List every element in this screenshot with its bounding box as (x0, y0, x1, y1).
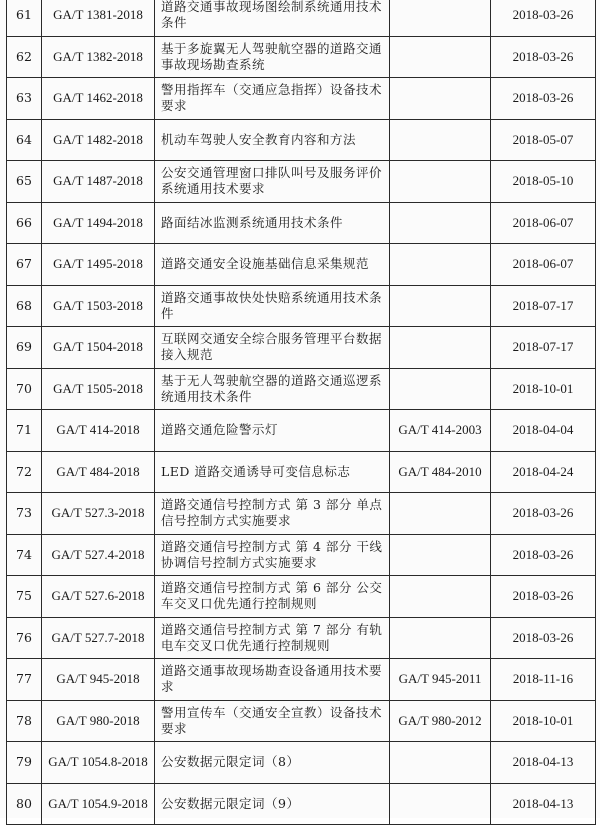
replaced-standard (390, 78, 491, 120)
table-row (7, 700, 596, 742)
standard-title: LED 道路交通诱导可变信息标志 (155, 451, 390, 493)
table-row (7, 0, 596, 36)
row-number: 65 (7, 161, 42, 203)
replaced-standard (390, 119, 491, 161)
implementation-date: 2018-04-13 (491, 742, 596, 784)
standard-title: 道路交通事故快处快赔系统通用技术条件 (155, 285, 390, 327)
table-row (7, 576, 596, 618)
standard-code: GA/T 484-2018 (42, 451, 155, 493)
standard-code: GA/T 1382-2018 (42, 36, 155, 78)
implementation-date: 2018-05-10 (491, 161, 596, 203)
standard-code: GA/T 1487-2018 (42, 161, 155, 203)
implementation-date: 2018-03-26 (491, 576, 596, 618)
replaced-standard: GA/T 980-2012 (390, 700, 491, 742)
replaced-standard (390, 244, 491, 286)
standard-title: 路面结冰监测系统通用技术条件 (155, 202, 390, 244)
standard-title: 警用指挥车（交通应急指挥）设备技术要求 (155, 78, 390, 120)
row-number: 68 (7, 285, 42, 327)
implementation-date: 2018-04-04 (491, 410, 596, 452)
standard-title: 互联网交通安全综合服务管理平台数据接入规范 (155, 327, 390, 369)
replaced-standard (390, 742, 491, 784)
replaced-standard (390, 327, 491, 369)
row-number: 72 (7, 451, 42, 493)
standard-code: GA/T 527.6-2018 (42, 576, 155, 618)
implementation-date: 2018-06-07 (491, 202, 596, 244)
standard-title: 公安交通管理窗口排队叫号及服务评价系统通用技术要求 (155, 161, 390, 203)
replaced-standard (390, 36, 491, 78)
replaced-standard (390, 783, 491, 825)
standard-title: 警用宣传车（交通安全宣教）设备技术要求 (155, 700, 390, 742)
standard-title: 道路交通信号控制方式 第 4 部分 干线协调信号控制方式实施要求 (155, 534, 390, 576)
replaced-standard: GA/T 414-2003 (390, 410, 491, 452)
replaced-standard (390, 0, 491, 36)
row-number: 70 (7, 368, 42, 410)
table-row (7, 36, 596, 78)
replaced-standard (390, 368, 491, 410)
replaced-standard: GA/T 484-2010 (390, 451, 491, 493)
standard-code: GA/T 1505-2018 (42, 368, 155, 410)
row-number: 64 (7, 119, 42, 161)
table-row (7, 78, 596, 120)
standard-code: GA/T 1494-2018 (42, 202, 155, 244)
standard-title: 基于无人驾驶航空器的道路交通巡逻系统通用技术条件 (155, 368, 390, 410)
replaced-standard: GA/T 945-2011 (390, 659, 491, 701)
table-row (7, 493, 596, 535)
standard-code: GA/T 945-2018 (42, 659, 155, 701)
standard-code: GA/T 1495-2018 (42, 244, 155, 286)
implementation-date: 2018-03-26 (491, 493, 596, 535)
standard-title: 道路交通信号控制方式 第 7 部分 有轨电车交叉口优先通行控制规则 (155, 617, 390, 659)
implementation-date: 2018-04-13 (491, 783, 596, 825)
table-row (7, 327, 596, 369)
row-number: 80 (7, 783, 42, 825)
standard-code: GA/T 1482-2018 (42, 119, 155, 161)
table-row (7, 451, 596, 493)
table-row (7, 368, 596, 410)
standard-title: 机动车驾驶人安全教育内容和方法 (155, 119, 390, 161)
standard-code: GA/T 414-2018 (42, 410, 155, 452)
implementation-date: 2018-11-16 (491, 659, 596, 701)
implementation-date: 2018-03-26 (491, 617, 596, 659)
implementation-date: 2018-06-07 (491, 244, 596, 286)
standard-code: GA/T 1054.8-2018 (42, 742, 155, 784)
standards-table-body (7, 0, 596, 825)
standard-title: 道路交通危险警示灯 (155, 410, 390, 452)
standard-code: GA/T 527.4-2018 (42, 534, 155, 576)
table-row (7, 202, 596, 244)
standard-code: GA/T 1503-2018 (42, 285, 155, 327)
standard-title: 道路交通安全设施基础信息采集规范 (155, 244, 390, 286)
implementation-date: 2018-10-01 (491, 368, 596, 410)
implementation-date: 2018-10-01 (491, 700, 596, 742)
standard-code: GA/T 1462-2018 (42, 78, 155, 120)
implementation-date: 2018-04-24 (491, 451, 596, 493)
table-row (7, 285, 596, 327)
table-row (7, 119, 596, 161)
standard-code: GA/T 980-2018 (42, 700, 155, 742)
table-row (7, 617, 596, 659)
replaced-standard (390, 161, 491, 203)
table-row (7, 410, 596, 452)
standard-title: 公安数据元限定词（9） (155, 783, 390, 825)
standard-code: GA/T 527.3-2018 (42, 493, 155, 535)
row-number: 66 (7, 202, 42, 244)
implementation-date: 2018-03-26 (491, 0, 596, 36)
row-number: 61 (7, 0, 42, 36)
standard-code: GA/T 1504-2018 (42, 327, 155, 369)
row-number: 74 (7, 534, 42, 576)
standard-title: 道路交通事故现场图绘制系统通用技术条件 (155, 0, 390, 36)
row-number: 63 (7, 78, 42, 120)
replaced-standard (390, 576, 491, 618)
standard-title: 道路交通信号控制方式 第 3 部分 单点信号控制方式实施要求 (155, 493, 390, 535)
replaced-standard (390, 285, 491, 327)
row-number: 76 (7, 617, 42, 659)
table-row (7, 244, 596, 286)
row-number: 75 (7, 576, 42, 618)
table-row (7, 161, 596, 203)
row-number: 62 (7, 36, 42, 78)
implementation-date: 2018-03-26 (491, 36, 596, 78)
table-row (7, 534, 596, 576)
row-number: 79 (7, 742, 42, 784)
row-number: 69 (7, 327, 42, 369)
standard-title: 道路交通事故现场勘查设备通用技术要求 (155, 659, 390, 701)
standard-code: GA/T 527.7-2018 (42, 617, 155, 659)
standard-title: 基于多旋翼无人驾驶航空器的道路交通事故现场勘查系统 (155, 36, 390, 78)
standard-title: 道路交通信号控制方式 第 6 部分 公交车交叉口优先通行控制规则 (155, 576, 390, 618)
table-row (7, 742, 596, 784)
row-number: 71 (7, 410, 42, 452)
replaced-standard (390, 534, 491, 576)
standard-title: 公安数据元限定词（8） (155, 742, 390, 784)
implementation-date: 2018-07-17 (491, 327, 596, 369)
table-row (7, 659, 596, 701)
row-number: 73 (7, 493, 42, 535)
replaced-standard (390, 617, 491, 659)
standards-table (6, 0, 596, 825)
replaced-standard (390, 493, 491, 535)
replaced-standard (390, 202, 491, 244)
standard-code: GA/T 1381-2018 (42, 0, 155, 36)
row-number: 67 (7, 244, 42, 286)
row-number: 78 (7, 700, 42, 742)
standard-code: GA/T 1054.9-2018 (42, 783, 155, 825)
row-number: 77 (7, 659, 42, 701)
implementation-date: 2018-07-17 (491, 285, 596, 327)
table-row (7, 783, 596, 825)
implementation-date: 2018-03-26 (491, 534, 596, 576)
implementation-date: 2018-03-26 (491, 78, 596, 120)
implementation-date: 2018-05-07 (491, 119, 596, 161)
